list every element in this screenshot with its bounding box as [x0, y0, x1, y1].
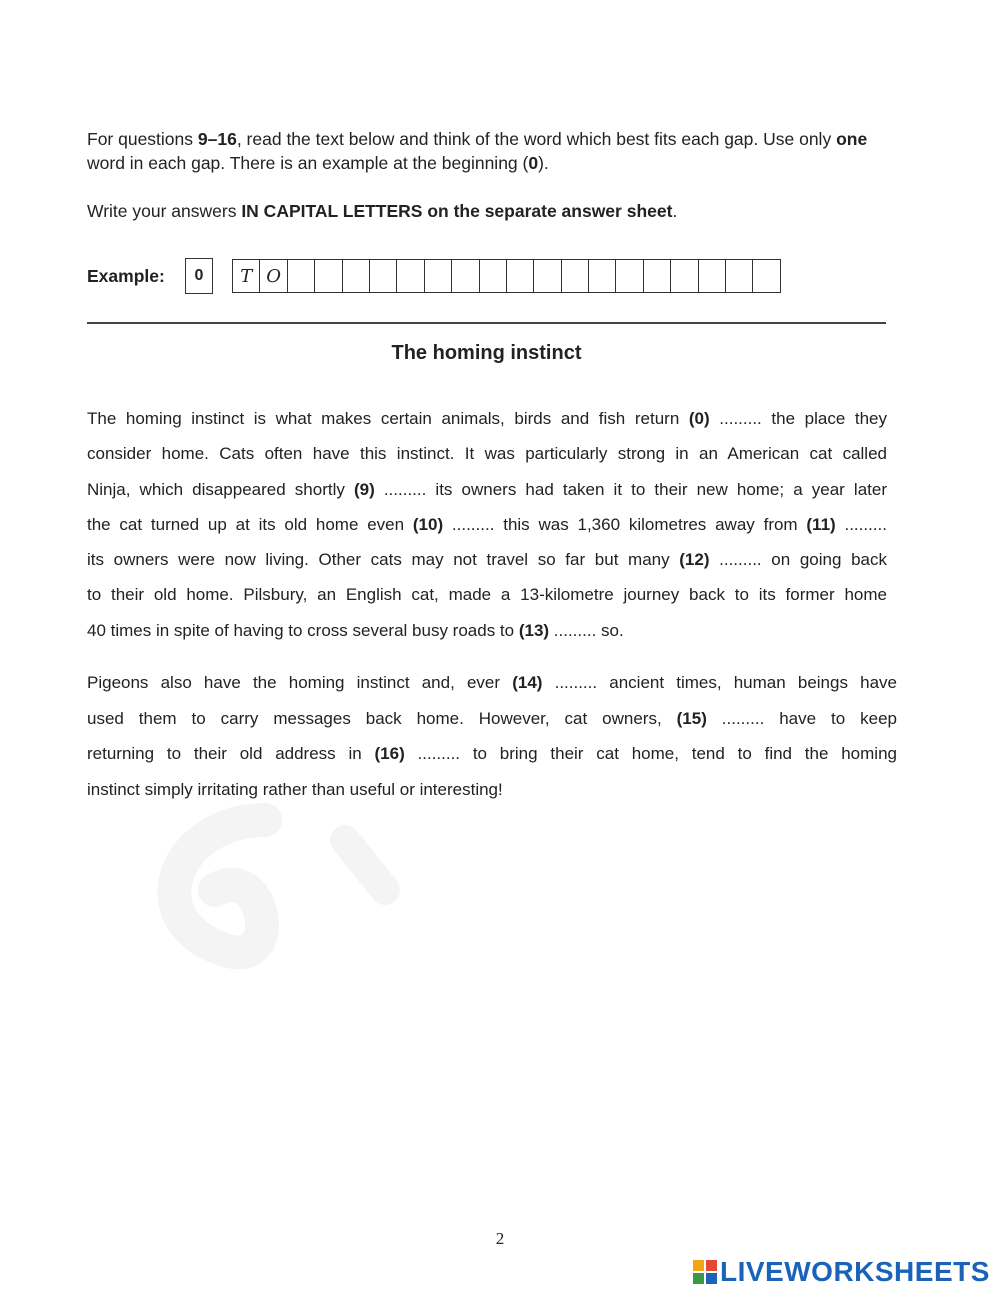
- text-segment: returning to their old address in: [87, 744, 375, 764]
- answer-cell: [507, 259, 534, 293]
- divider: [87, 322, 886, 324]
- example-label: Example:: [87, 265, 165, 286]
- text-line: [87, 542, 887, 577]
- gap-number: (13): [518, 620, 550, 640]
- example-answer-cells: [232, 259, 781, 293]
- answer-cell: [562, 259, 589, 293]
- answer-cell: [397, 259, 424, 293]
- text-line: [87, 507, 887, 542]
- answer-cell: [288, 259, 315, 293]
- text-segment: 40 times in spite of having to cross several busy roads to: [87, 620, 519, 640]
- text-segment: the cat turned up at its old home even: [87, 514, 413, 534]
- example-question-number: 0: [185, 258, 213, 294]
- answer-cell: [315, 259, 342, 293]
- answer-cell: [343, 259, 370, 293]
- text-segment: Pigeons also have the homing instinct and, ever: [87, 673, 513, 692]
- answer-instruction: Write your answers IN CAPITAL LETTERS on the separate answer sheet.: [87, 201, 678, 221]
- liveworksheets-brand: [692, 1256, 990, 1288]
- page-number: 2: [495, 1229, 505, 1248]
- paragraph-2: [87, 665, 897, 808]
- answer-cell: O: [260, 259, 287, 293]
- text-line: [87, 665, 897, 701]
- text-line: [87, 472, 887, 507]
- text-segment: ......... to bring their cat home, tend to find the homing: [404, 744, 897, 764]
- text-line: [87, 577, 887, 612]
- text-segment: ......... ancient times, human beings have: [542, 673, 897, 692]
- text-segment: ......... this was 1,360 kilometres away from: [443, 514, 807, 534]
- text-segment: instinct simply irritating rather than useful or interesting!: [87, 780, 503, 800]
- text-segment: to their old home. Pilsbury, an English cat, made a 13-kilometre journey back to its former home: [87, 585, 887, 605]
- text-segment: The homing instinct is what makes certain animals, birds and fish return: [87, 409, 689, 428]
- text-segment: ......... the place they: [709, 409, 888, 428]
- gap-number: (15): [676, 708, 707, 728]
- instructions-paragraph: For questions 9–16, read the text below and think of the word which best fits each gap. Use only one word in each gap. There is an example at the beginning (0).: [87, 129, 868, 173]
- liveworksheets-logo-icon: [692, 1259, 718, 1285]
- text-line: [87, 772, 897, 808]
- watermark: [115, 800, 415, 1000]
- answer-cell: [480, 259, 507, 293]
- gap-number: (10): [412, 514, 444, 534]
- brand-name: LIVEWORKSHEETS: [720, 1256, 990, 1287]
- text-segment: Ninja, which disappeared shortly: [87, 479, 354, 499]
- text-line: [87, 736, 897, 772]
- text-line: [87, 701, 897, 737]
- paragraph-1: [87, 401, 887, 648]
- gap-number: (11): [806, 514, 836, 534]
- answer-cell: [452, 259, 479, 293]
- text-title: The homing instinct: [391, 342, 582, 364]
- gap-number: (0): [688, 409, 710, 428]
- gap-number: (14): [512, 673, 543, 692]
- answer-cell: [699, 259, 726, 293]
- answer-cell: [644, 259, 671, 293]
- answer-cell: [753, 259, 780, 293]
- text-segment: consider home. Cats often have this instinct. It was particularly strong in an American cat called: [87, 444, 887, 464]
- text-segment: ......... its owners had taken it to their new home; a year later: [374, 479, 887, 499]
- answer-cell: [616, 259, 643, 293]
- text-segment: its owners were now living. Other cats may not travel so far but many: [87, 550, 680, 570]
- answer-cell: [726, 259, 753, 293]
- answer-cell: [534, 259, 561, 293]
- text-segment: used them to carry messages back home. However, cat owners,: [87, 708, 677, 728]
- gap-number: (9): [353, 479, 375, 499]
- text-segment: ......... on going back: [709, 550, 887, 570]
- gap-number: (12): [679, 550, 710, 570]
- answer-cell: T: [233, 259, 260, 293]
- text-line: [87, 401, 887, 436]
- text-line: [87, 613, 887, 648]
- answer-cell: [671, 259, 698, 293]
- answer-cell: [589, 259, 616, 293]
- answer-cell: [425, 259, 452, 293]
- text-segment: ......... have to keep: [706, 708, 897, 728]
- example-row: [87, 258, 781, 294]
- text-line: [87, 436, 887, 471]
- text-segment: .........: [835, 514, 887, 534]
- gap-number: (16): [374, 744, 405, 764]
- answer-cell: [370, 259, 397, 293]
- text-segment: ......... so.: [549, 620, 624, 640]
